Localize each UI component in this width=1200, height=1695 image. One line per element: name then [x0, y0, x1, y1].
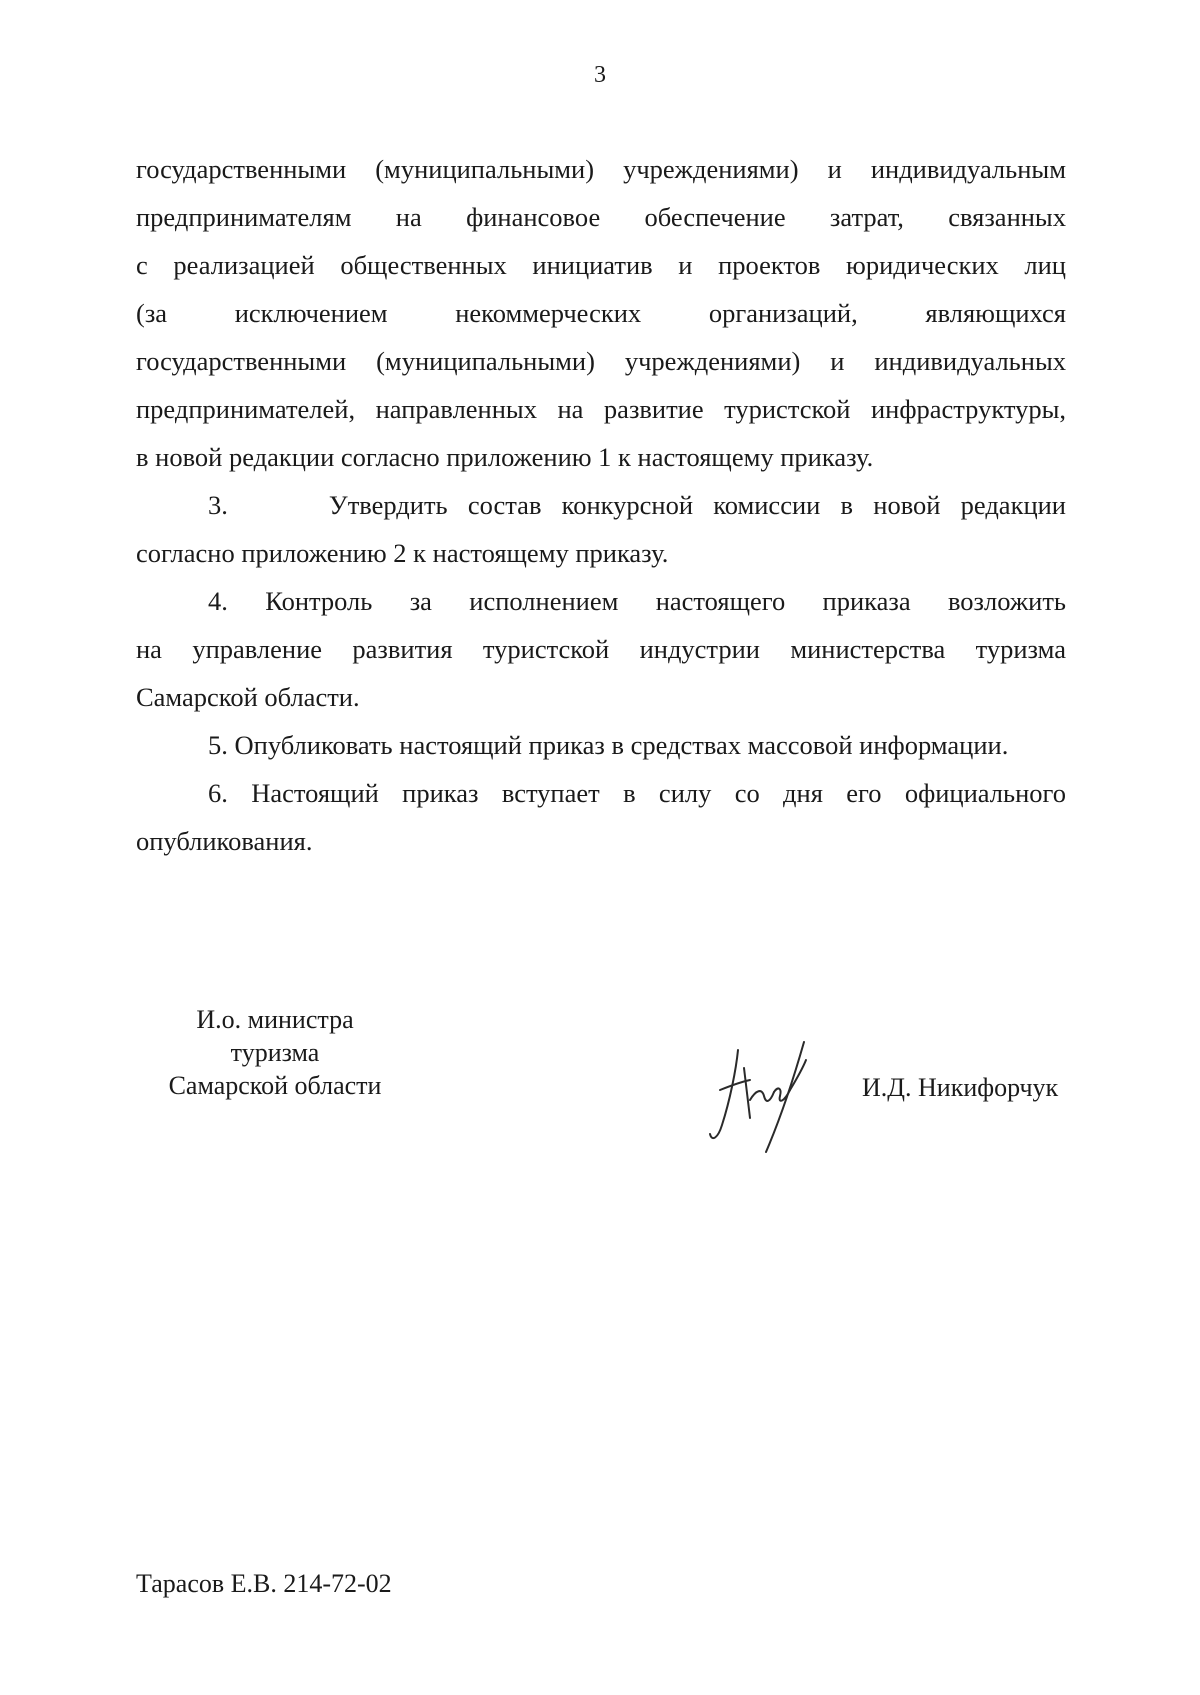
signatory-position: туризма — [230, 1038, 320, 1067]
executor-contact: Тарасов Е.В. 214-72-02 — [136, 1569, 392, 1598]
text-line: на управление развития туристской индустрии министерства туризма — [136, 634, 1066, 664]
text-line: 6. Настоящий приказ вступает в силу со дня его официального — [208, 778, 1066, 808]
text-line: опубликования. — [136, 826, 313, 856]
text-line: предпринимателям на финансовое обеспечение затрат, связанных — [136, 202, 1066, 232]
text-line: 5. Опубликовать настоящий приказ в средствах массовой информации. — [208, 730, 1009, 760]
signatory-position: И.о. министра — [196, 1005, 354, 1034]
page-number: 3 — [594, 62, 606, 88]
text-line: в новой редакции согласно приложению 1 к настоящему приказу. — [136, 442, 874, 472]
text-line: Самарской области. — [136, 682, 360, 712]
handwritten-signature — [700, 1030, 830, 1160]
text-line: предпринимателей, направленных на развитие туристской инфраструктуры, — [136, 394, 1066, 424]
text-line: (за исключением некоммерческих организаций, являющихся — [136, 298, 1066, 328]
text-line: согласно приложению 2 к настоящему приказу. — [136, 538, 669, 568]
paragraph-item-3 — [136, 481, 1066, 577]
paragraph-item-6 — [136, 769, 1066, 865]
paragraph-item-5 — [136, 721, 1066, 769]
document-body — [136, 145, 1066, 865]
text-line: 3. Утвердить состав конкурсной комиссии в новой редакции — [208, 490, 1066, 520]
signer-name: И.Д. Никифорчук — [862, 1073, 1059, 1102]
paragraph-item-4 — [136, 577, 1066, 721]
text-line: 4. Контроль за исполнением настоящего приказа возложить — [208, 586, 1066, 616]
signatory-organization: Самарской области — [168, 1071, 382, 1100]
text-line: с реализацией общественных инициатив и проектов юридических лиц — [136, 250, 1066, 280]
paragraph-continuation — [136, 145, 1066, 481]
text-line: государственными (муниципальными) учреждениями) и индивидуальным — [136, 154, 1066, 184]
signatory-title — [140, 1003, 410, 1102]
text-line: государственными (муниципальными) учреждениями) и индивидуальных — [136, 346, 1066, 376]
